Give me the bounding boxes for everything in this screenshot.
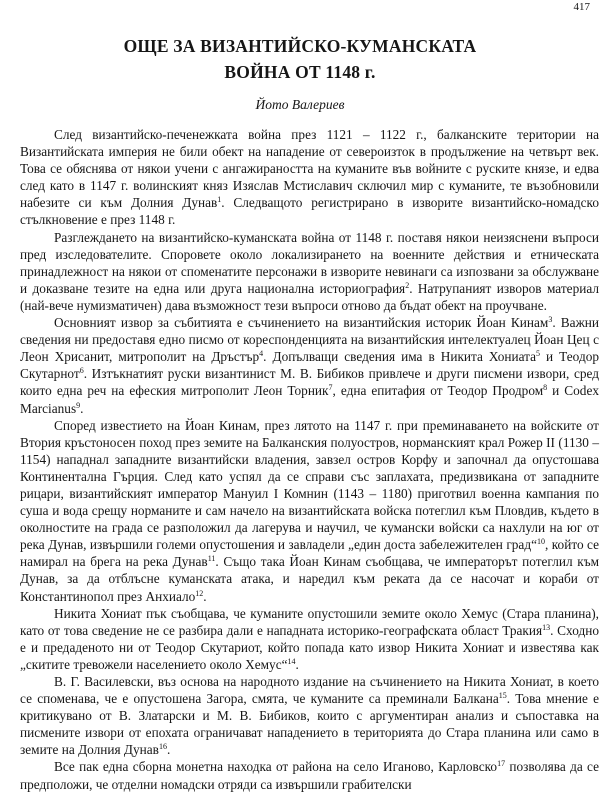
paragraph-text: Все пак една сборна монетна находка от района на село Иганово, Карловско [54,759,498,775]
author-name: Йото Валериев [255,97,345,112]
paragraph-text: , който се намирал на брега на река Дунав [20,537,599,570]
footnote-marker: 12 [195,588,204,598]
title-line-2: ВОЙНА ОТ 1148 г. [224,62,376,82]
footnote-marker: 14 [287,656,296,666]
footnote-marker: 5 [536,349,541,359]
article-title [0,33,600,85]
body-paragraph [20,229,599,314]
body-paragraph [20,673,599,758]
footnote-marker: 3 [548,315,553,325]
paragraph-text: . [80,400,84,416]
paragraph-text: След византийско-печенежката война през 1121 – 1122 г., балканските територии на Византийската империя не били обект на нападение от североизток в продължение на четвърт век. Това се обяснява от някои учени с ангажираността на куманите във войните с руските князе, и едва след като в 1147 г. волинският княз Изяслав Мстиславич сключил мир с куманите, те възобновили набезите си към Долния Дунав [20,127,599,211]
footnote-marker: 4 [259,349,264,359]
paragraph-text: , една епитафия от Теодор Продром [332,383,544,399]
footnote-marker: 6 [79,366,84,376]
footnote-marker: 11 [207,554,216,564]
paragraph-text: В. Г. Василевски, въз основа на народното издание на съчинението на Никита Хониат, в което се споменава, че е опустошена Загора, смята, че куманите са преминали Балкана [20,674,599,707]
paragraph-text: . [295,656,299,672]
body-paragraph [20,758,599,792]
paragraph-text: и Теодор Скутарнот [20,349,600,382]
footnote-marker: 17 [497,759,506,769]
paragraph-text: . Следващото регистрирано в изворите византийско-номадско стълкновение е през 1148 г. [20,195,599,228]
paragraph-text: и Codex Marcianus [20,383,599,416]
footnote-marker: 1 [217,195,222,205]
paragraph-text: . [166,742,171,758]
article-body [20,126,599,793]
paragraph-text: позволява да се предположи, че отделни номадски отряди са извършили грабителски [20,759,599,792]
paragraph-text: Никита Хониат пък съобщава, че куманите опустошили земите около Хемус (Стара планина), като от това сведение не се разбира дали е нападната историко-географската област Тракия [20,605,599,638]
page-number: 417 [573,1,590,13]
paragraph-text: Основният извор за събитията е съчинението на византийския историк Йоан Кинам [54,315,549,331]
body-paragraph [20,605,599,673]
paragraph-text: . Това мнение е критикувано от В. Златарски и М. В. Бибиков, които с аргументиран анализ и съпоставка на писмените извори от епохата ограничават нападението в територията до Стара планина или само в земите на Долния Дунав [20,691,600,758]
paragraph-text: . Сходно е и предаденото ни от Теодор Скутариот, който попада като извор Никита Хониат и известява как „скитите тревожели населението около Хемус“ [20,622,599,672]
paragraph-text: . Натрупаният изворов материал (най-вече нумизматичен) дава възможност тези въпроси отново да бъдат обект на проучване. [20,280,599,313]
body-paragraph [20,417,599,605]
paragraph-text: Разглеждането на византийско-куманската война от 1148 г. поставя някои неизяснени въпроси пред изследователите. Споровете около локализирането на военните действия и етническата принадлежност на някои от споменатите персонажи в изворите невинаги са изпозвани за обслужване и доказване тезите на една или друга национална историография [20,229,599,296]
title-line-1: ОЩЕ ЗА ВИЗАНТИЙСКО-КУМАНСКАТА [123,36,477,56]
paragraph-text: . [203,588,207,604]
footnote-marker: 13 [542,622,551,632]
footnote-marker: 8 [543,383,548,393]
paragraph-text: Според известието на Йоан Кинам, през лятото на 1147 г. при преминаването на войските от Втория кръстоносен поход през земите на Балканския полуостров, норманският крал Рожер II (1130 – 1154) нападнал западните византийски владения, завзел остров Корфу и започнал да опустошава Континентална Гърция. След като успял да се справи със заплахата, предизвикана от западните рицари, византийският император Мануил I Комнин (1143 – 1180) приготвил военна кампания по суша и вода срещу норманите и сам начело на византийската войска потеглил към Пловдив, където в околностите на града се разположил да лагерува и научил, че кумански войски са нахлули на юг от река Дунав, извършили големи опустошения и завладели „един доста забележителен град“ [20,417,599,553]
paragraph-text: . Изтъкнатият руски византинист М. В. Бибиков привлече и други писмени извори, сред които една реч на ефеския митрополит Леон Торник [20,366,599,399]
paragraph-text: . Също така Йоан Кинам съобщава, че императорът потеглил към Дунав, за да отблъсне куманската атака, и наредил към реката да се насочат и кораби от Константинопол през Анхиало [20,554,600,604]
footnote-marker: 9 [76,400,81,410]
footnote-marker: 16 [158,742,167,752]
footnote-marker: 2 [405,280,410,290]
body-paragraph [20,126,599,229]
paragraph-text: . Допълващи сведения има в Никита Хониата [263,349,537,365]
footnote-marker: 10 [537,537,546,547]
footnote-marker: 7 [328,383,333,393]
body-paragraph [20,314,599,417]
footnote-marker: 15 [498,691,507,701]
paragraph-text: . Важни сведения ни предоставя едно писмо от кореспонденцията на византийския интелектуалец Йоан Цец с Леон Хрисанит, митрополит на Дръстър [20,315,599,365]
